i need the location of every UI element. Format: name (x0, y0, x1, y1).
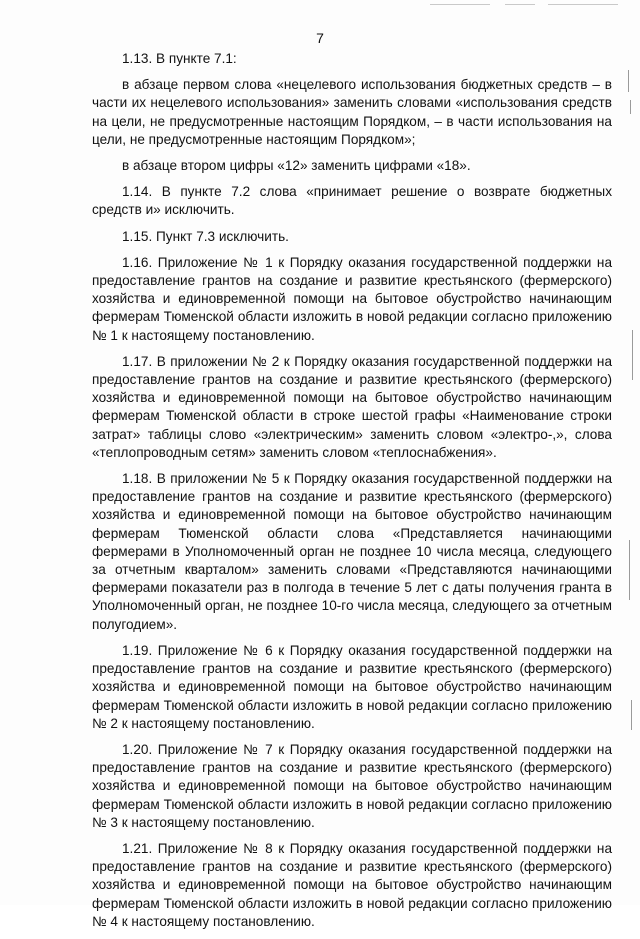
scan-artifact-margin (631, 700, 632, 730)
scan-artifact-top (548, 4, 618, 5)
scan-artifact-top (505, 4, 535, 5)
paragraph-1-18: 1.18. В приложении № 5 к Порядку оказания государственной поддержки на предоставление грантов на создание и развитие крестьянского (фермерского) хозяйства и единовременной помощи на бытовое обустройство начинающим фермерам Тюменской области слова «Представляется начинающими фермерами в Уполномоченный орган не позднее 10 числа месяца, следующего за отчетным кварталом» заменить словами «Представляются начинающими фермерами показатели раз в полгода в течение 5 лет с даты получения гранта в Уполномоченный орган, не позднее 10-го числа месяца, следующего за отчетным полугодием». (92, 471, 612, 632)
scan-artifact-margin (630, 100, 631, 114)
page-number: 7 (316, 30, 324, 46)
scan-artifact-top (430, 4, 490, 5)
scan-artifact-margin (629, 540, 630, 600)
paragraph-1-17: 1.17. В приложении № 2 к Порядку оказания государственной поддержки на предоставление грантов на создание и развитие крестьянского (фермерского) хозяйства и единовременной помощи на бытовое обустройство начинающим фермерам Тюменской области в строке шестой графы «Наименование строки затрат» таблицы слово «электрическим» заменить словом «электро-,», слова «теплопроводным сетям» заменить словом «теплоснабжения». (92, 353, 612, 460)
paragraph-1-16: 1.16. Приложение № 1 к Порядку оказания государственной поддержки на предоставление грантов на создание и развитие крестьянского (фермерского) хозяйства и единовременной помощи на бытовое обустройство начинающим фермерам Тюменской области изложить в новой редакции согласно приложению № 1 к настоящему постановлению. (92, 254, 612, 343)
document-body (92, 50, 612, 939)
scan-artifact-margin (632, 330, 633, 380)
paragraph-1-21: 1.21. Приложение № 8 к Порядку оказания государственной поддержки на предоставление грантов на создание и развитие крестьянского (фермерского) хозяйства и единовременной помощи на бытовое обустройство начинающим фермерам Тюменской области изложить в новой редакции согласно приложению № 4 к настоящему постановлению. (92, 840, 612, 929)
paragraph-1-14: 1.14. В пункте 7.2 слова «принимает решение о возврате бюджетных средств и» исключить. (92, 184, 612, 218)
paragraph-1-13-b: в абзаце втором цифры «12» заменить цифрами «18». (122, 158, 471, 174)
paragraph-1-20: 1.20. Приложение № 7 к Порядку оказания государственной поддержки на предоставление грантов на создание и развитие крестьянского (фермерского) хозяйства и единовременной помощи на бытовое обустройство начинающим фермерам Тюменской области изложить в новой редакции согласно приложению № 3 к настоящему постановлению. (92, 741, 612, 830)
paragraph-1-13: 1.13. В пункте 7.1: (122, 51, 237, 66)
scan-artifact-margin (628, 70, 629, 92)
paragraph-1-15: 1.15. Пункт 7.3 исключить. (122, 228, 289, 244)
paragraph-1-19: 1.19. Приложение № 6 к Порядку оказания государственной поддержки на предоставление грантов на создание и развитие крестьянского (фермерского) хозяйства и единовременной помощи на бытовое обустройство начинающим фермерам Тюменской области изложить в новой редакции согласно приложению № 2 к настоящему постановлению. (92, 642, 612, 731)
paragraph-1-13-a: в абзаце первом слова «нецелевого использования бюджетных средств – в части их нецелевого использования» заменить словами «использования средств на цели, не предусмотренные настоящим Порядком, – в части использования на цели, не предусмотренные настоящим Порядком»; (92, 77, 612, 147)
